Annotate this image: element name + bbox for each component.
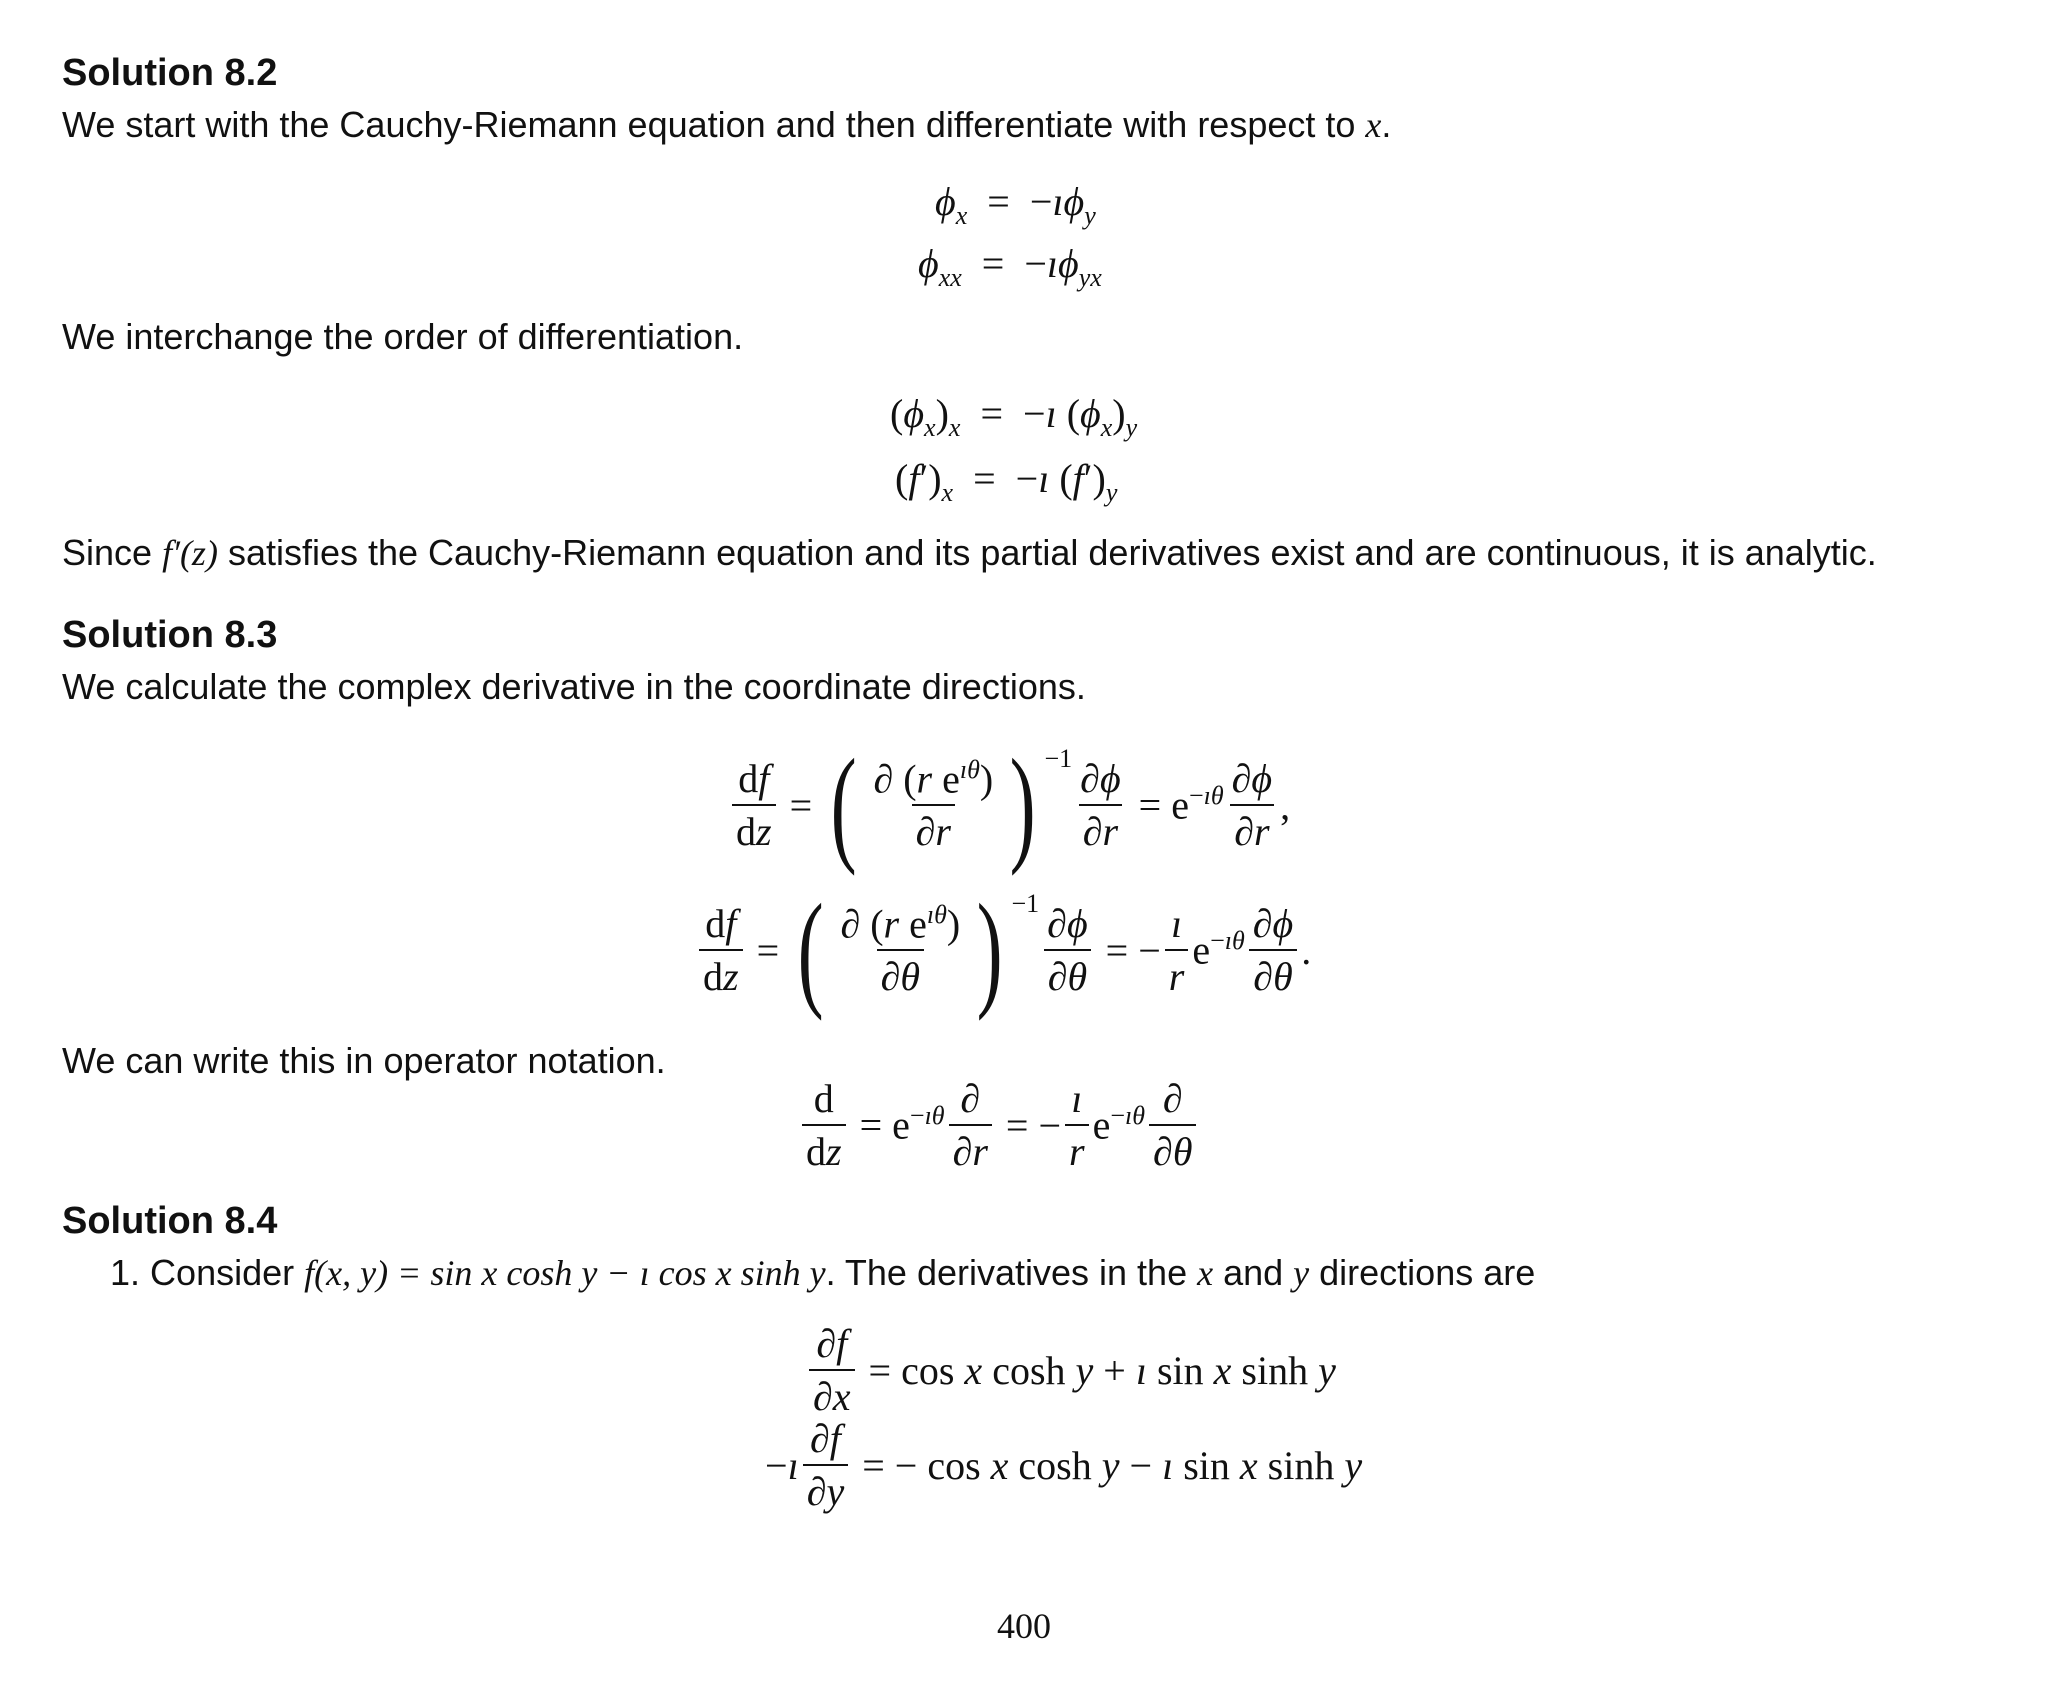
intro-text: We start with the Cauchy-Riemann equation and then differentiate with respect to — [62, 104, 1366, 145]
item-number: 1. — [110, 1252, 141, 1293]
conclusion-func: f′(z) — [162, 533, 218, 573]
equation-df-dx: $\frac{\partial f}{\partial x}$ = cos x cosh y + ı sin x sinh y — [805, 1320, 1336, 1420]
conclusion-post: satisfies the Cauchy-Riemann equation and its partial derivatives exist and are continuous, it is analytic. — [217, 532, 1877, 573]
solution-8-3-operator: We can write this in operator notation. — [62, 1040, 666, 1081]
equation-phi-xx: $\phi_{xx}$ = $-ı\phi_{yx}$ — [918, 241, 1102, 292]
item-function: f(x, y) = sin x cosh y − ı cos x sinh y — [304, 1253, 826, 1293]
solution-8-2-intro — [62, 104, 1391, 146]
item-y: y — [1293, 1253, 1310, 1293]
solution-8-2-conclusion — [62, 532, 1877, 574]
conclusion-pre: Since — [62, 532, 163, 573]
equation-df-dy: −ı $\frac{\partial f}{\partial y}$ = − cos x cosh y − ı sin x sinh y — [765, 1416, 1363, 1514]
solution-8-4-heading: Solution 8.4 — [62, 1200, 278, 1242]
solution-8-4-item-1 — [110, 1252, 1535, 1294]
equation-phi-x-x: $(\phi_x)_x$ = −ı $(\phi_x)_y$ — [890, 391, 1138, 442]
equation-df-dz-r: $\frac{df}{dz}$ = ( $\frac{\partial (r e^{ı\theta})}{\partial r}$ ) $^{-1}$ $\frac{\partial\phi}{\partial r}$ = $e^{-ı\theta}$ $\frac{\partial\phi}{\partial r}$ , — [728, 740, 1290, 870]
equation-fprime: $(f')_x$ = −ı $(f')_y$ — [895, 456, 1118, 507]
intro-var: x — [1365, 105, 1382, 145]
solution-8-2-heading: Solution 8.2 — [62, 52, 278, 94]
item-pre: Consider — [150, 1252, 305, 1293]
solution-8-3-intro: We calculate the complex derivative in the coordinate directions. — [62, 666, 1086, 707]
item-post: directions are — [1309, 1252, 1536, 1293]
equation-phi-x: $\phi_x$ = $-ı\phi_y$ — [935, 179, 1096, 230]
equation-df-dz-theta: $\frac{df}{dz}$ = ( $\frac{\partial (r e^{ı\theta})}{\partial\theta}$ ) $^{-1}$ $\frac{\partial\phi}{\partial\theta}$ = − $\frac{ı}{r}$ $e^{-ı\theta}$ $\frac{\partial\phi}{\partial\theta}$ . — [695, 885, 1311, 1015]
solution-8-3-heading: Solution 8.3 — [62, 614, 278, 656]
equation-operator: $\frac{d}{dz}$ = $e^{-ı\theta}$ $\frac{\partial}{\partial r}$ = − $\frac{ı}{r}$ $e^{-ı\theta}$ $\frac{\partial}{\partial\theta}$ — [798, 1075, 1200, 1175]
item-and: and — [1213, 1252, 1294, 1293]
solution-8-2-interchange: We interchange the order of differentiation. — [62, 316, 744, 357]
page-number: 400 — [997, 1606, 1051, 1646]
intro-period: . — [1381, 104, 1392, 145]
item-x: x — [1197, 1253, 1214, 1293]
item-mid: . The derivatives in the — [825, 1252, 1198, 1293]
